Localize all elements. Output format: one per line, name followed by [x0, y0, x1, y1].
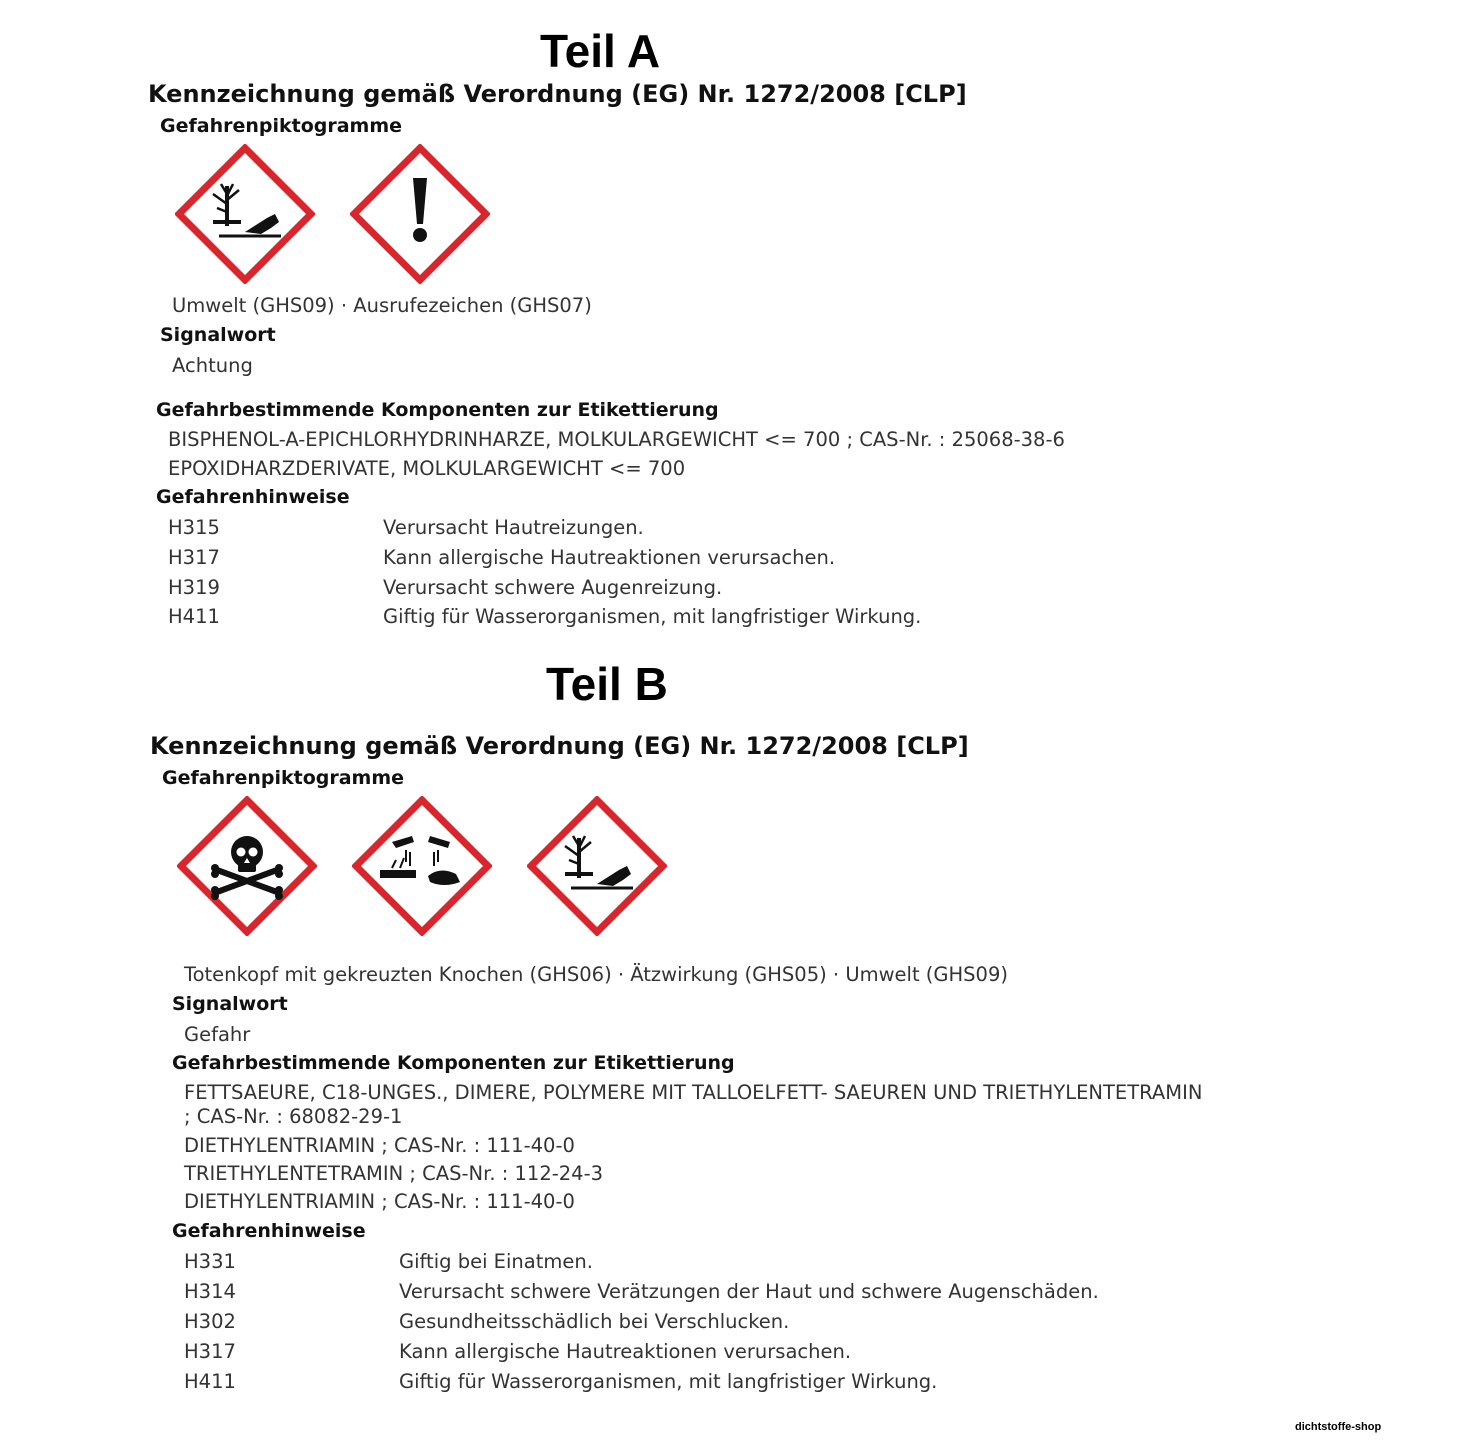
hazard-code: H317: [184, 1340, 236, 1363]
hazard-code: H317: [168, 546, 220, 569]
environment-pictogram: [175, 144, 315, 284]
hazard-code: H314: [184, 1280, 236, 1303]
part-b-component: TRIETHYLENTETRAMIN ; CAS-Nr. : 112-24-3: [184, 1162, 604, 1185]
part-b-signal-value: Gefahr: [184, 1023, 251, 1046]
hazard-text: Giftig für Wasserorganismen, mit langfristiger Wirkung.: [399, 1370, 938, 1393]
hazard-code: H411: [184, 1370, 236, 1393]
hazard-text: Kann allergische Hautreaktionen verursachen.: [383, 546, 836, 569]
part-b-title: Teil B: [546, 658, 668, 710]
corrosion-pictogram: [352, 796, 492, 936]
hazard-code: H302: [184, 1310, 236, 1333]
hazard-code: H411: [168, 605, 220, 628]
part-b-pictograms-label: Gefahrenpiktogramme: [162, 767, 405, 789]
part-a-component: EPOXIDHARZDERIVATE, MOLKULARGEWICHT <= 700: [168, 457, 686, 480]
part-a-components-label: Gefahrbestimmende Komponenten zur Etikettierung: [156, 399, 719, 421]
part-a-signal-value: Achtung: [172, 354, 253, 377]
part-b-regulation: Kennzeichnung gemäß Verordnung (EG) Nr. 1272/2008 [CLP]: [150, 732, 969, 760]
hazard-text: Kann allergische Hautreaktionen verursachen.: [399, 1340, 852, 1363]
part-a-title: Teil A: [540, 25, 661, 77]
exclamation-mark-pictogram: [350, 144, 490, 284]
hazard-code: H319: [168, 576, 220, 599]
part-b-components-label: Gefahrbestimmende Komponenten zur Etikettierung: [172, 1052, 735, 1074]
environment-pictogram: [527, 796, 667, 936]
part-a-component: BISPHENOL-A-EPICHLORHYDRINHARZE, MOLKULARGEWICHT <= 700 ; CAS-Nr. : 25068-38-6: [168, 428, 1065, 451]
hazard-text: Verursacht Hautreizungen.: [383, 516, 644, 539]
hazard-code: H315: [168, 516, 220, 539]
hazard-text: Giftig bei Einatmen.: [399, 1250, 593, 1273]
part-b-component: FETTSAEURE, C18-UNGES., DIMERE, POLYMERE MIT TALLOELFETT- SAEUREN UND TRIETHYLENTETRAMIN: [184, 1081, 1203, 1104]
part-a-signal-label: Signalwort: [160, 324, 276, 346]
hazard-text: Gesundheitsschädlich bei Verschlucken.: [399, 1310, 790, 1333]
skull-crossbones-pictogram: [177, 796, 317, 936]
hazard-text: Giftig für Wasserorganismen, mit langfristiger Wirkung.: [383, 605, 922, 628]
hazard-text: Verursacht schwere Augenreizung.: [383, 576, 723, 599]
part-b-component: DIETHYLENTRIAMIN ; CAS-Nr. : 111-40-0: [184, 1190, 575, 1213]
hazard-code: H331: [184, 1250, 236, 1273]
part-a-pictograms-label: Gefahrenpiktogramme: [160, 115, 403, 137]
part-b-pictogram-caption: Totenkopf mit gekreuzten Knochen (GHS06) · Ätzwirkung (GHS05) · Umwelt (GHS09): [184, 963, 1008, 986]
part-b-signal-label: Signalwort: [172, 993, 288, 1015]
part-b-component: DIETHYLENTRIAMIN ; CAS-Nr. : 111-40-0: [184, 1134, 575, 1157]
hazard-text: Verursacht schwere Verätzungen der Haut und schwere Augenschäden.: [399, 1280, 1099, 1303]
part-a-regulation: Kennzeichnung gemäß Verordnung (EG) Nr. 1272/2008 [CLP]: [148, 80, 967, 108]
part-b-component: ; CAS-Nr. : 68082-29-1: [184, 1105, 403, 1128]
part-b-hazards-label: Gefahrenhinweise: [172, 1220, 366, 1242]
part-a-pictogram-caption: Umwelt (GHS09) · Ausrufezeichen (GHS07): [172, 294, 592, 317]
part-a-hazards-label: Gefahrenhinweise: [156, 486, 350, 508]
footer-watermark: dichtstoffe-shop: [1295, 1421, 1382, 1433]
